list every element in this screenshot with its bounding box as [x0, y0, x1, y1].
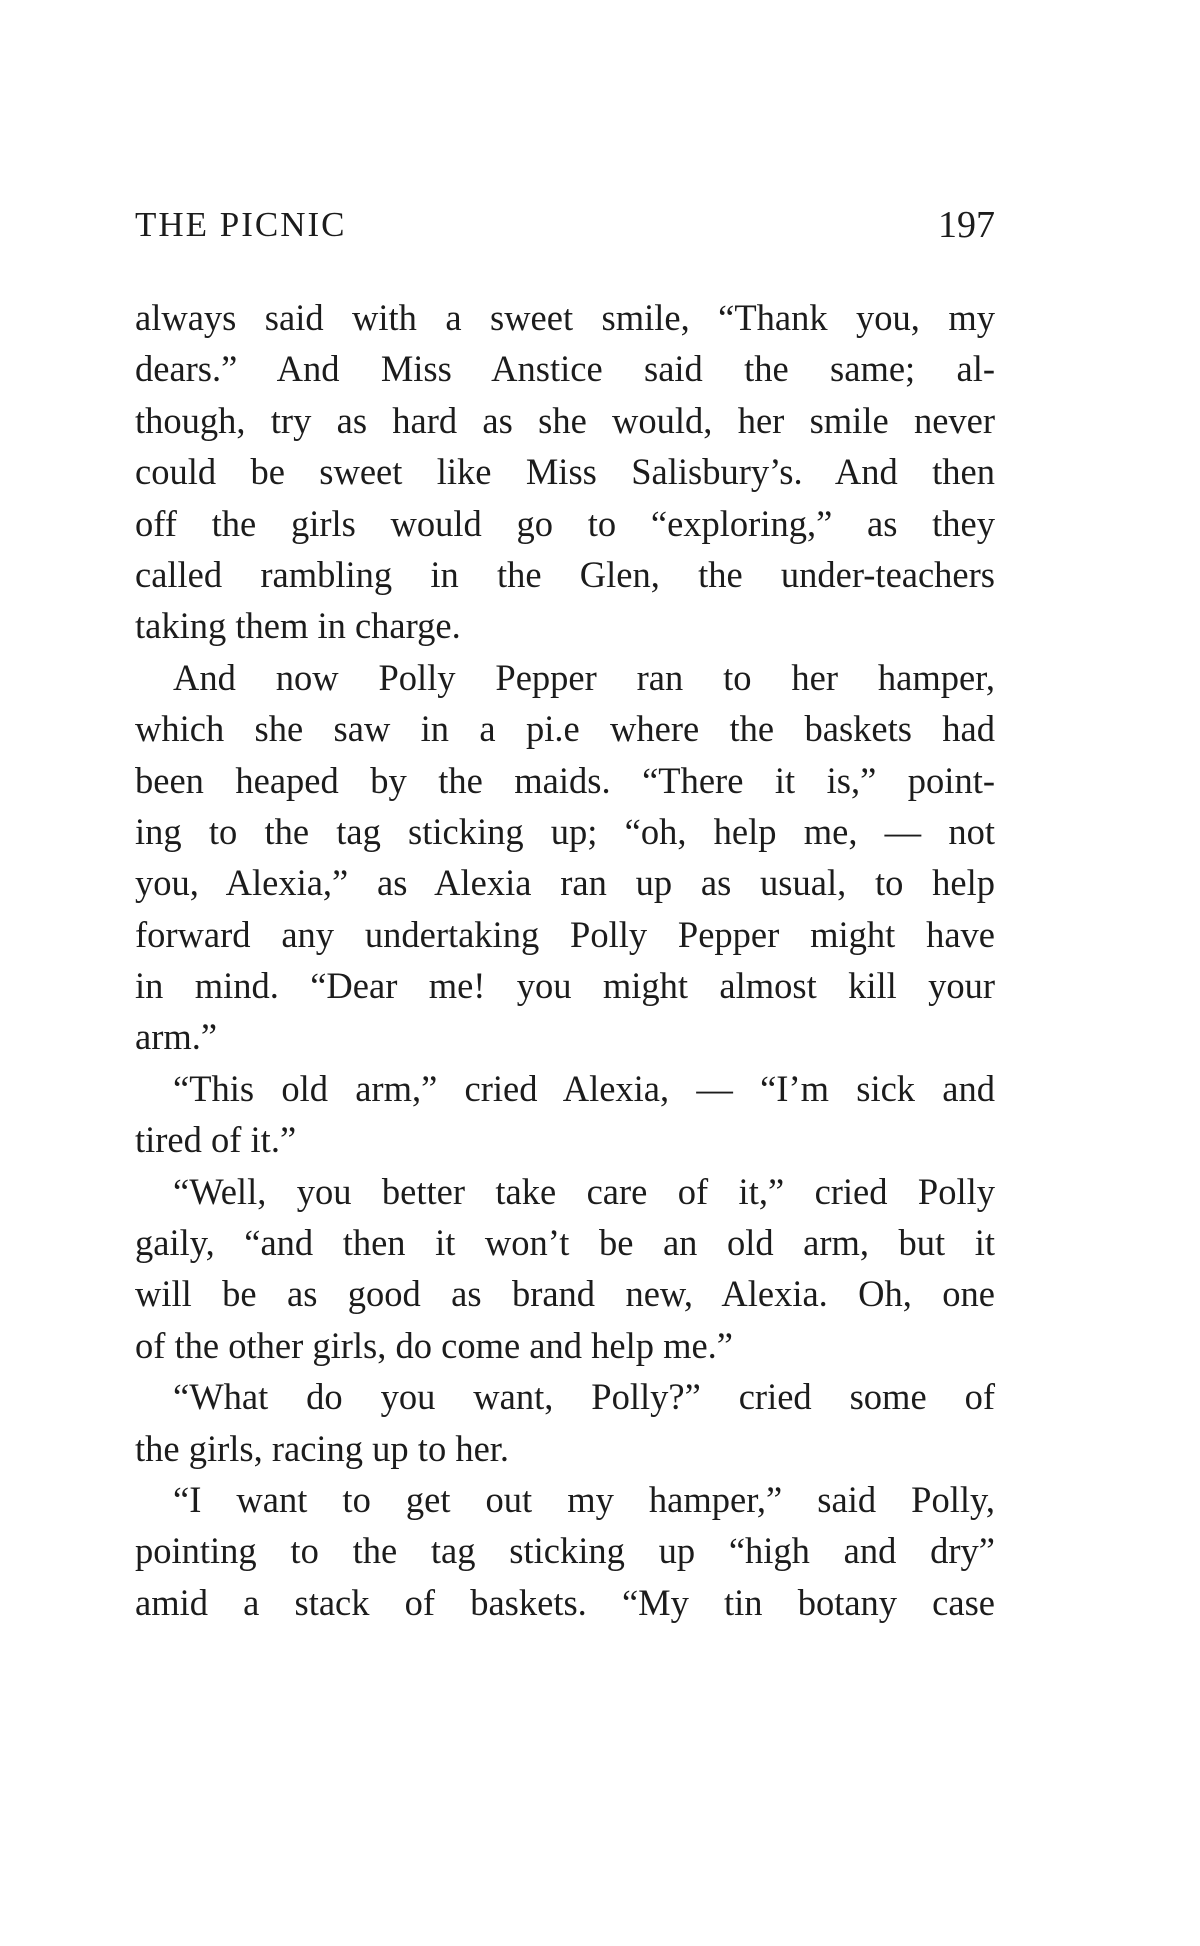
- text-line: tired of it.”: [135, 1119, 297, 1161]
- text-line: And now Polly Pepper ran to her hamper,: [173, 656, 995, 698]
- text-line: pointing to the tag sticking up “high and dry”: [135, 1530, 995, 1572]
- text-line: always said with a sweet smile, “Thank you, my: [135, 297, 995, 338]
- text-line: ing to the tag sticking up; “oh, help me, — not: [135, 810, 995, 852]
- text-line: off the girls would go to “exploring,” as they: [135, 502, 995, 544]
- text-line: though, try as hard as she would, her smile never: [135, 399, 995, 441]
- text-line: “What do you want, Polly?” cried some of: [173, 1376, 995, 1418]
- page-number: 197: [938, 204, 995, 246]
- text-line: which she saw in a pi.e where the baskets had: [135, 708, 995, 750]
- text-line: of the other girls, do come and help me.”: [135, 1324, 734, 1366]
- text-line: taking them in charge.: [135, 605, 461, 647]
- running-title: THE PICNIC: [135, 205, 347, 244]
- text-line: will be as good as brand new, Alexia. Oh, one: [135, 1273, 995, 1315]
- text-line: the girls, racing up to her.: [135, 1427, 510, 1469]
- body-text: [135, 292, 995, 1628]
- text-line: you, Alexia,” as Alexia ran up as usual, to help: [135, 862, 995, 904]
- text-line: “Well, you better take care of it,” cried Polly: [173, 1170, 995, 1212]
- text-line: gaily, “and then it won’t be an old arm, but it: [135, 1222, 995, 1264]
- text-line: “This old arm,” cried Alexia, — “I’m sick and: [173, 1067, 995, 1109]
- text-line: forward any undertaking Polly Pepper might have: [135, 913, 995, 955]
- text-line: in mind. “Dear me! you might almost kill your: [135, 965, 995, 1007]
- running-head: [135, 200, 995, 250]
- text-line: been heaped by the maids. “There it is,” point-: [135, 759, 995, 801]
- text-line: amid a stack of baskets. “My tin botany case: [135, 1581, 995, 1623]
- text-line: arm.”: [135, 1016, 218, 1058]
- text-line: “I want to get out my hamper,” said Polly,: [173, 1478, 995, 1520]
- text-line: called rambling in the Glen, the under-teachers: [135, 553, 995, 595]
- text-line: dears.” And Miss Anstice said the same; al-: [135, 348, 995, 390]
- text-line: could be sweet like Miss Salisbury’s. And then: [135, 451, 995, 493]
